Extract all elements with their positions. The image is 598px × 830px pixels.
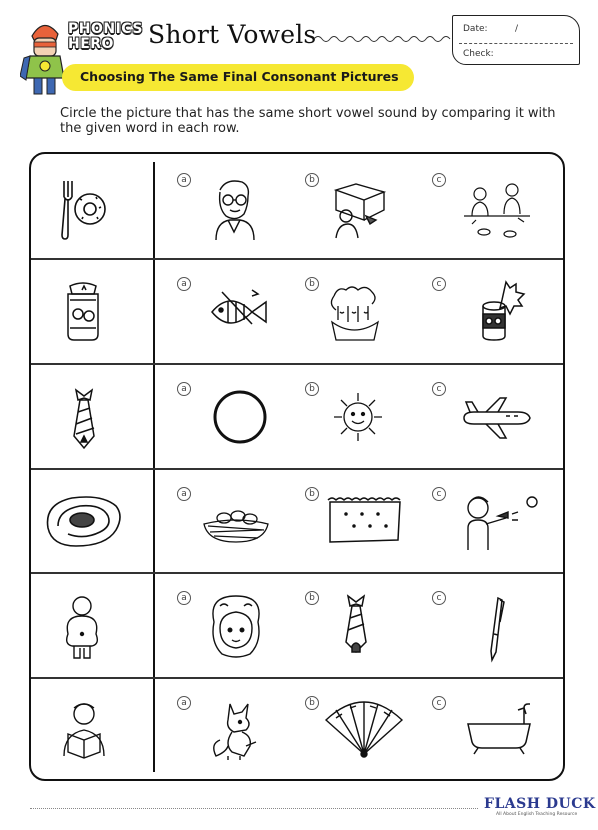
date-label: Date: <box>463 24 488 34</box>
row-divider <box>31 258 563 260</box>
option-b-tag: b <box>305 487 319 501</box>
date-check-box <box>452 15 580 65</box>
man-with-belly-icon[interactable] <box>60 594 104 662</box>
column-divider <box>153 162 155 772</box>
option-a-tag: a <box>177 696 191 710</box>
flashduck-logo: FLASH DUCK <box>484 796 596 812</box>
bathtub-icon[interactable] <box>464 700 534 756</box>
option-c-tag: c <box>432 382 446 396</box>
worksheet-grid <box>29 152 565 781</box>
man-with-box-icon[interactable] <box>326 180 394 240</box>
date-divider <box>459 43 573 44</box>
can-icon[interactable] <box>476 278 526 344</box>
nest-icon[interactable] <box>200 498 272 544</box>
jam-jar-icon[interactable] <box>60 280 106 342</box>
logo-tagline: All About English Teaching Resource <box>496 812 578 817</box>
option-a-tag: a <box>177 591 191 605</box>
wavy-divider <box>314 32 452 46</box>
option-c-tag: c <box>432 487 446 501</box>
brand-logo <box>68 22 142 58</box>
page-title: Short Vowels <box>148 20 317 49</box>
fox-icon[interactable] <box>210 700 266 762</box>
tie-icon[interactable] <box>66 386 102 450</box>
option-c-tag: c <box>432 173 446 187</box>
row-divider <box>31 572 563 574</box>
row-divider <box>31 677 563 679</box>
fan-icon[interactable] <box>320 696 408 760</box>
option-c-tag: c <box>432 696 446 710</box>
boy-with-bat-icon[interactable] <box>460 492 540 554</box>
option-a-tag: a <box>177 173 191 187</box>
kids-at-table-icon[interactable] <box>460 180 534 242</box>
sheep-icon[interactable] <box>326 282 384 342</box>
phonics-hero-mascot-icon <box>20 18 68 98</box>
option-b-tag: b <box>305 173 319 187</box>
date-slash: / <box>515 24 519 34</box>
brand-line-2: HERO <box>68 36 114 52</box>
option-a-tag: a <box>177 487 191 501</box>
option-a-tag: a <box>177 382 191 396</box>
airplane-icon[interactable] <box>460 394 532 440</box>
option-b-tag: b <box>305 277 319 291</box>
fish-icon[interactable] <box>206 284 272 336</box>
circle-icon[interactable] <box>212 388 268 446</box>
cracker-icon[interactable] <box>326 494 404 546</box>
option-b-tag: b <box>305 591 319 605</box>
man-with-glasses-icon[interactable] <box>206 176 264 242</box>
ham-icon[interactable] <box>42 492 124 550</box>
option-b-tag: b <box>305 382 319 396</box>
girl-face-icon[interactable] <box>206 592 266 662</box>
row-divider <box>31 468 563 470</box>
boy-reading-icon[interactable] <box>58 700 110 762</box>
check-label: Check: <box>463 49 494 59</box>
option-a-tag: a <box>177 277 191 291</box>
banner-text: Choosing The Same Final Consonant Pictures <box>80 69 399 84</box>
option-b-tag: b <box>305 696 319 710</box>
tie-with-bell-icon[interactable] <box>338 592 374 660</box>
footer-divider <box>30 808 478 809</box>
pen-icon[interactable] <box>484 594 508 664</box>
brand-line-1: PHONICS <box>68 21 143 37</box>
option-c-tag: c <box>432 591 446 605</box>
sun-icon[interactable] <box>330 388 386 446</box>
row-divider <box>31 363 563 365</box>
donut-and-fork-icon[interactable] <box>58 177 108 241</box>
instructions: Circle the picture that has the same short vowel sound by comparing it with the given word in each row. <box>60 106 556 136</box>
option-c-tag: c <box>432 277 446 291</box>
